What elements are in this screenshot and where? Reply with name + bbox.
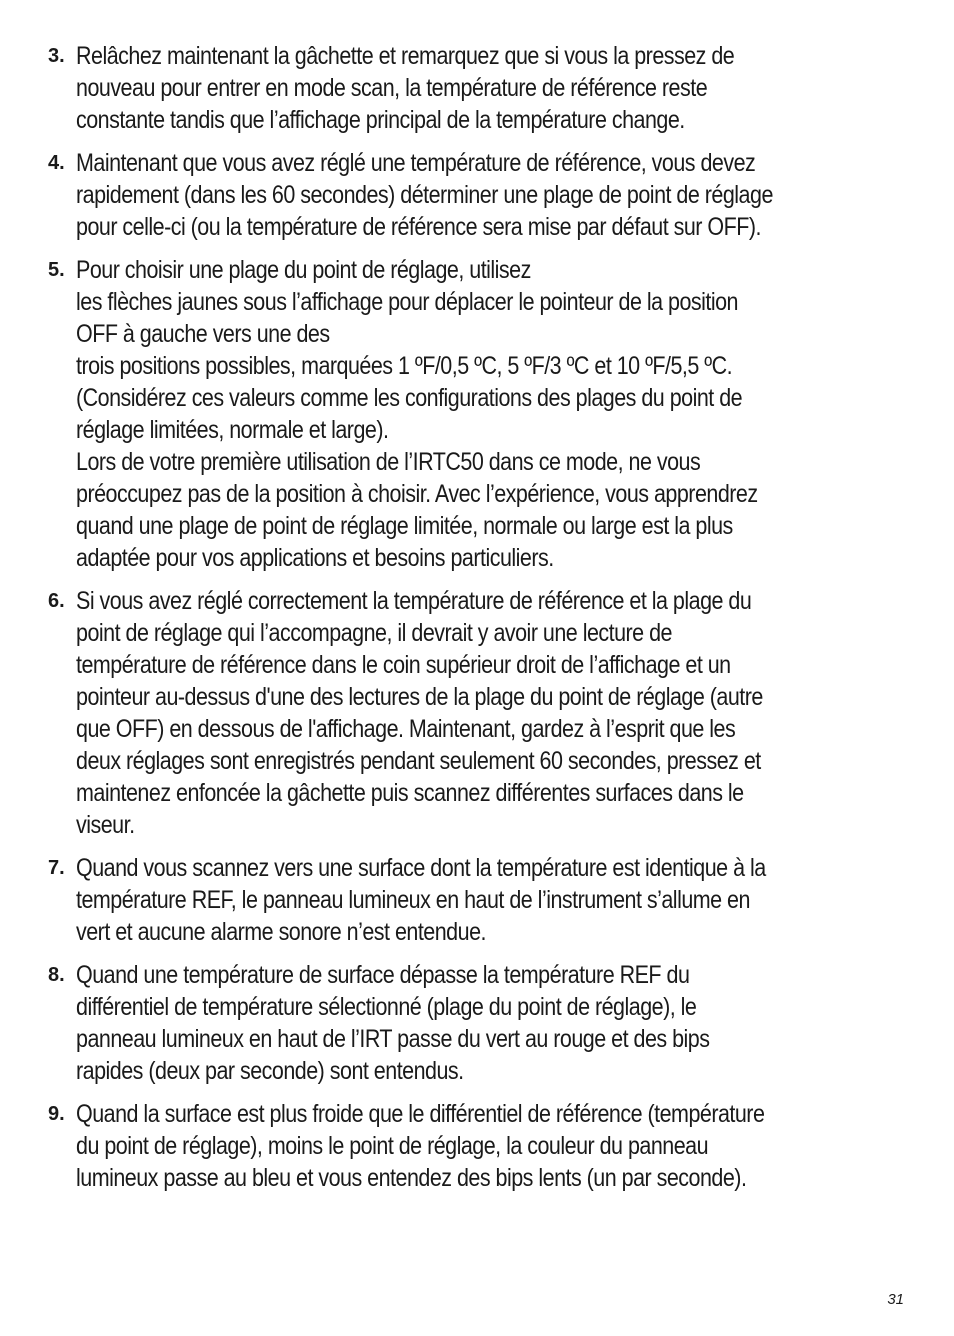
step-text-line: Si vous avez réglé correctement la température de référence et la plage du (76, 587, 752, 615)
step-text-line: rapides (deux par seconde) sont entendus. (76, 1057, 464, 1085)
step-text-line: du point de réglage), moins le point de réglage, la couleur du panneau (76, 1132, 709, 1160)
instruction-step-4 (48, 147, 918, 243)
step-text-line: OFF à gauche vers une des (76, 320, 330, 348)
step-text-line: maintenez enfoncée la gâchette puis scannez différentes surfaces dans le (76, 779, 744, 807)
step-text-line: température REF, le panneau lumineux en haut de l’instrument s’allume en (76, 886, 750, 914)
instruction-list (48, 40, 918, 1205)
instruction-step-9 (48, 1098, 918, 1194)
step-text-line: quand une plage de point de réglage limitée, normale ou large est la plus (76, 512, 733, 540)
step-text-line: Quand vous scannez vers une surface dont la température est identique à la (76, 854, 766, 882)
step-text-line: vert et aucune alarme sonore n’est entendue. (76, 918, 486, 946)
instruction-step-6 (48, 585, 918, 841)
step-text-line: Quand la surface est plus froide que le différentiel de référence (température (76, 1100, 765, 1128)
step-number: 9. (48, 1103, 65, 1125)
instruction-step-3 (48, 40, 918, 136)
step-text-line: pointeur au-dessus d'une des lectures de la plage du point de réglage (autre (76, 683, 763, 711)
step-text-line: rapidement (dans les 60 secondes) déterminer une plage de point de réglage (76, 181, 773, 209)
step-text-line: viseur. (76, 811, 135, 839)
step-text-line: Pour choisir une plage du point de réglage, utilisez (76, 256, 531, 284)
step-text-line: Relâchez maintenant la gâchette et remarquez que si vous la pressez de (76, 42, 735, 70)
step-text-line: (Considérez ces valeurs comme les configurations des plages du point de (76, 384, 743, 412)
step-number: 3. (48, 45, 65, 67)
instruction-step-8 (48, 959, 918, 1087)
step-text-line: température de référence dans le coin supérieur droit de l’affichage et un (76, 651, 731, 679)
step-text-line: réglage limitées, normale et large). (76, 416, 389, 444)
step-text-line: adaptée pour vos applications et besoins particuliers. (76, 544, 554, 572)
step-number: 6. (48, 590, 65, 612)
step-text-line: Lors de votre première utilisation de l’IRTC50 dans ce mode, ne vous (76, 448, 701, 476)
step-text-line: préoccupez pas de la position à choisir. Avec l’expérience, vous apprendrez (76, 480, 758, 508)
step-text-line: pour celle-ci (ou la température de référence sera mise par défaut sur OFF). (76, 213, 761, 241)
step-number: 7. (48, 857, 65, 879)
step-number: 4. (48, 152, 65, 174)
step-text-line: constante tandis que l’affichage principal de la température change. (76, 106, 685, 134)
step-number: 5. (48, 259, 65, 281)
step-text-line: trois positions possibles, marquées 1 ºF/0,5 ºC, 5 ºF/3 ºC et 10 ºF/5,5 ºC. (76, 352, 733, 380)
instruction-step-7 (48, 852, 918, 948)
step-text-line: nouveau pour entrer en mode scan, la température de référence reste (76, 74, 708, 102)
step-text-line: point de réglage qui l’accompagne, il devrait y avoir une lecture de (76, 619, 672, 647)
step-text-line: les flèches jaunes sous l’affichage pour déplacer le pointeur de la position (76, 288, 738, 316)
step-text-line: Maintenant que vous avez réglé une température de référence, vous devez (76, 149, 756, 177)
step-text-line: panneau lumineux en haut de l’IRT passe du vert au rouge et des bips (76, 1025, 710, 1053)
step-text-line: lumineux passe au bleu et vous entendez des bips lents (un par seconde). (76, 1164, 747, 1192)
instruction-step-5 (48, 254, 918, 574)
page-number: 31 (887, 1291, 904, 1308)
step-text-line: Quand une température de surface dépasse la température REF du (76, 961, 690, 989)
step-number: 8. (48, 964, 65, 986)
step-text-line: que OFF) en dessous de l'affichage. Maintenant, gardez à l’esprit que les (76, 715, 736, 743)
step-text-line: différentiel de température sélectionné (plage du point de réglage), le (76, 993, 697, 1021)
step-text-line: deux réglages sont enregistrés pendant seulement 60 secondes, pressez et (76, 747, 761, 775)
